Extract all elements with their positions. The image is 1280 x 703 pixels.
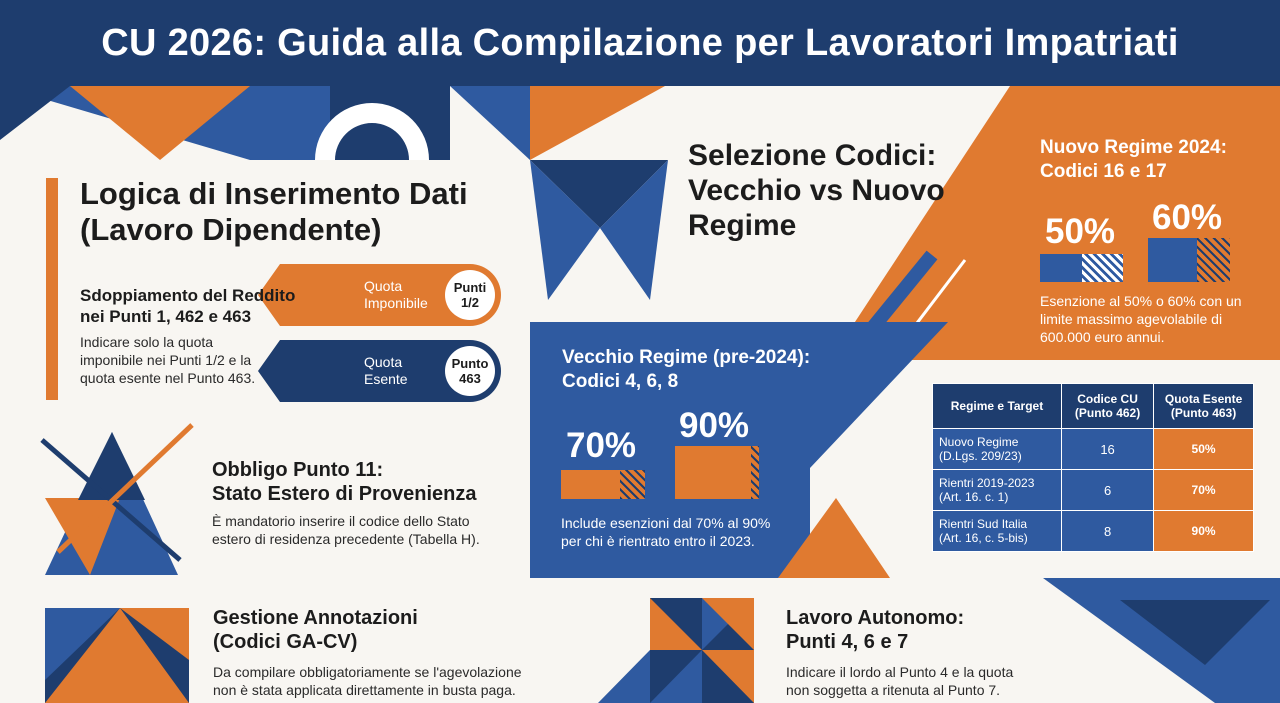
nuovo-body-line1: Esenzione al 50% o 60% con un bbox=[1040, 293, 1242, 309]
obbligo-title-line2: Stato Estero di Provenienza bbox=[212, 483, 477, 505]
annotazioni-title-line1: Gestione Annotazioni bbox=[213, 607, 418, 629]
vecchio-regime-title bbox=[562, 346, 810, 394]
pill-quota-esente bbox=[364, 354, 408, 388]
nuovo-title-line2: Codici 16 e 17 bbox=[1040, 161, 1167, 182]
annotazioni-title bbox=[213, 606, 418, 654]
selezione-title-line3: Regime bbox=[688, 209, 797, 242]
sdoppiamento-body bbox=[80, 333, 255, 387]
cell-regime bbox=[933, 470, 1062, 511]
vecchio-bar-90-fill bbox=[675, 446, 751, 499]
logica-title-line2: (Lavoro Dipendente) bbox=[80, 212, 382, 247]
badge-punto-463 bbox=[445, 346, 495, 396]
cell-regime bbox=[933, 429, 1062, 470]
cell-quota: 70% bbox=[1154, 470, 1254, 511]
vecchio-body-line1: Include esenzioni dal 70% al 90% bbox=[561, 515, 771, 531]
autonomo-title bbox=[786, 606, 964, 654]
nuovo-bar-50-rest bbox=[1082, 254, 1124, 282]
nuovo-bar-50 bbox=[1040, 254, 1123, 282]
regime-table bbox=[932, 383, 1254, 552]
cell-codice: 8 bbox=[1062, 511, 1154, 552]
cell-quota: 50% bbox=[1154, 429, 1254, 470]
annotazioni-body bbox=[213, 663, 522, 699]
sdoppiamento-title bbox=[80, 285, 295, 327]
table-row bbox=[933, 511, 1254, 552]
badge1-line2: 1/2 bbox=[460, 295, 480, 310]
cell-quota: 90% bbox=[1154, 511, 1254, 552]
autonomo-body-line2: non soggetta a ritenuta al Punto 7. bbox=[786, 682, 1001, 698]
annotazioni-body-line1: Da compilare obbligatoriamente se l'agevolazione bbox=[213, 664, 522, 680]
obbligo-body-line1: È mandatorio inserire il codice dello Stato bbox=[212, 513, 470, 529]
nuovo-title-line1: Nuovo Regime 2024: bbox=[1040, 137, 1227, 158]
badge2-line1: Punto bbox=[451, 356, 489, 371]
vecchio-title-line2: Codici 4, 6, 8 bbox=[562, 371, 679, 392]
selezione-title-line2: Vecchio vs Nuovo bbox=[688, 174, 945, 207]
selezione-title bbox=[688, 138, 945, 243]
badge2-line2: 463 bbox=[459, 371, 481, 386]
nuovo-pct-60: 60% bbox=[1152, 198, 1223, 237]
cell-regime-line1: Nuovo Regime bbox=[939, 435, 1019, 449]
vecchio-pct-90: 90% bbox=[679, 406, 750, 445]
cell-regime-line2: (Art. 16. c. 1) bbox=[939, 490, 1009, 504]
table-header-row bbox=[933, 384, 1254, 429]
pill-quota-imponibile bbox=[364, 278, 428, 312]
pill2-line2: Esente bbox=[364, 371, 408, 387]
header-regime: Regime e Target bbox=[933, 384, 1062, 429]
cell-regime-line1: Rientri 2019-2023 bbox=[939, 476, 1035, 490]
badge1-line1: Punti bbox=[453, 280, 487, 295]
vecchio-bar-70 bbox=[561, 470, 645, 499]
vecchio-pct-70: 70% bbox=[566, 426, 637, 465]
pill1-line2: Imponibile bbox=[364, 295, 428, 311]
header-quota: Quota Esente (Punto 463) bbox=[1154, 384, 1254, 429]
vecchio-title-line1: Vecchio Regime (pre-2024): bbox=[562, 347, 811, 368]
sdoppiamento-body-line3: quota esente nel Punto 463. bbox=[80, 370, 256, 386]
sdoppiamento-body-line2: imponibile nei Punti 1/2 e la bbox=[80, 352, 252, 368]
annotazioni-title-line2: (Codici GA-CV) bbox=[213, 631, 358, 653]
pill1-line1: Quota bbox=[364, 278, 403, 294]
cell-regime-line1: Rientri Sud Italia bbox=[939, 517, 1028, 531]
nuovo-bar-60 bbox=[1148, 238, 1230, 282]
table-row bbox=[933, 429, 1254, 470]
autonomo-body bbox=[786, 663, 1013, 699]
annotazioni-body-line2: non è stata applicata direttamente in busta paga. bbox=[213, 682, 516, 698]
logica-title bbox=[80, 176, 468, 248]
logica-title-line1: Logica di Inserimento Dati bbox=[80, 176, 468, 211]
cell-regime-line2: (Art. 16, c. 5-bis) bbox=[939, 531, 1028, 545]
nuovo-regime-title bbox=[1040, 136, 1227, 184]
page-title: CU 2026: Guida alla Compilazione per Lavoratori Impatriati bbox=[101, 21, 1179, 64]
obbligo-body-line2: estero di residenza precedente (Tabella H). bbox=[212, 531, 480, 547]
nuovo-body-line3: 600.000 euro annui. bbox=[1040, 329, 1165, 345]
badge-punti-1-2 bbox=[445, 270, 495, 320]
vecchio-bar-90-rest bbox=[751, 446, 759, 499]
header-bar bbox=[0, 0, 1280, 86]
sdoppiamento-title-line1: Sdoppiamento del Reddito bbox=[80, 286, 296, 305]
cell-regime bbox=[933, 511, 1062, 552]
obbligo-title-line1: Obbligo Punto 11: bbox=[212, 459, 384, 481]
nuovo-pct-50: 50% bbox=[1045, 212, 1116, 251]
sdoppiamento-title-line2: nei Punti 1, 462 e 463 bbox=[80, 307, 252, 326]
nuovo-body bbox=[1040, 292, 1242, 346]
pill2-line1: Quota bbox=[364, 354, 403, 370]
autonomo-title-line2: Punti 4, 6 e 7 bbox=[786, 631, 909, 653]
autonomo-title-line1: Lavoro Autonomo: bbox=[786, 607, 965, 629]
vecchio-body bbox=[561, 514, 770, 550]
autonomo-body-line1: Indicare il lordo al Punto 4 e la quota bbox=[786, 664, 1014, 680]
cell-codice: 16 bbox=[1062, 429, 1154, 470]
nuovo-bar-60-fill bbox=[1148, 238, 1197, 282]
vecchio-bar-70-rest bbox=[620, 470, 645, 499]
header-codice: Codice CU (Punto 462) bbox=[1062, 384, 1154, 429]
nuovo-body-line2: limite massimo agevolabile di bbox=[1040, 311, 1223, 327]
nuovo-bar-60-rest bbox=[1197, 238, 1230, 282]
selezione-title-line1: Selezione Codici: bbox=[688, 139, 937, 172]
sdoppiamento-body-line1: Indicare solo la quota bbox=[80, 334, 214, 350]
vecchio-bar-90 bbox=[675, 446, 759, 499]
cell-regime-line2: (D.Lgs. 209/23) bbox=[939, 449, 1022, 463]
vecchio-body-line2: per chi è rientrato entro il 2023. bbox=[561, 533, 755, 549]
table-row bbox=[933, 470, 1254, 511]
obbligo-body bbox=[212, 512, 480, 548]
cell-codice: 6 bbox=[1062, 470, 1154, 511]
nuovo-bar-50-fill bbox=[1040, 254, 1082, 282]
vecchio-bar-70-fill bbox=[561, 470, 620, 499]
obbligo-title bbox=[212, 458, 477, 506]
